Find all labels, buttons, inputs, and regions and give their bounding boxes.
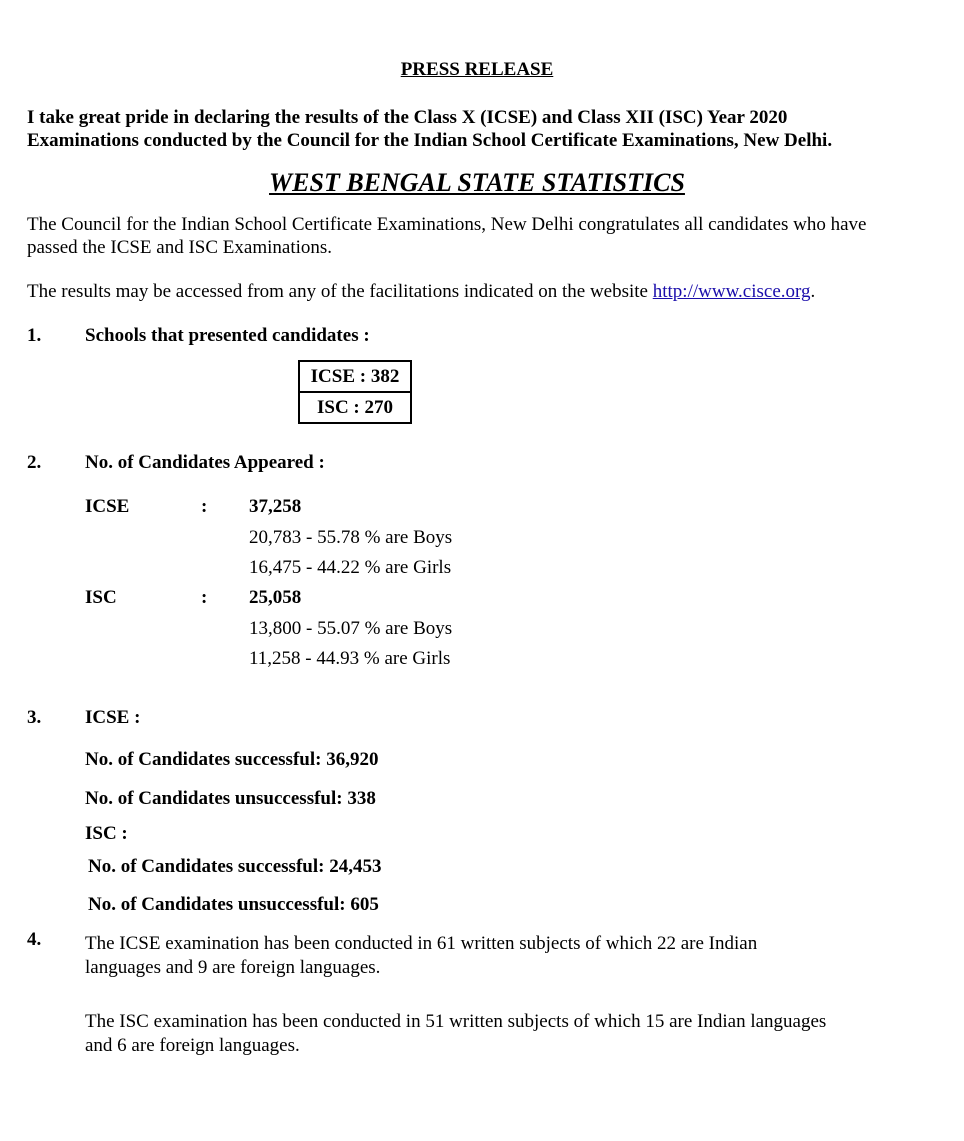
appeared-isc-label: ISC [85,587,117,608]
schools-icse: ICSE : 382 [310,366,400,387]
section-1-number: 1. [27,325,42,346]
section-1-heading: Schools that presented candidates : [85,325,370,346]
section-2-heading: No. of Candidates Appeared : [85,452,325,473]
appeared-icse-label: ICSE [85,496,130,517]
schools-isc: ISC : 270 [300,391,410,422]
intro-line-1: I take great pride in declaring the results of the Class X (ICSE) and Class XII (ISC) Year 2020 [27,107,788,128]
appeared-isc-colon: : [201,587,208,608]
results-text: The results may be accessed from any of the facilitations indicated on the website [27,281,653,302]
isc-unsuccessful: No. of Candidates unsuccessful: 605 [88,894,379,915]
icse-subjects-line-2: languages and 9 are foreign languages. [85,957,381,978]
section-3-icse-heading: ICSE : [85,707,141,728]
section-4-number: 4. [27,929,42,950]
appeared-icse-total: 37,258 [249,496,302,517]
congrats-line-1: The Council for the Indian School Certificate Examinations, New Delhi congratulates all candidates who have [27,214,867,235]
results-end: . [810,281,816,302]
appeared-icse-girls: 16,475 - 44.22 % are Girls [249,557,452,578]
icse-subjects-line-1: The ICSE examination has been conducted in 61 written subjects of which 22 are Indian [85,933,758,954]
section-3-number: 3. [27,707,42,728]
section-3-isc-heading: ISC : [85,823,128,844]
press-release-title: PRESS RELEASE [400,59,554,80]
schools-box [298,360,412,424]
cisce-website-link[interactable]: http://www.cisce.org [652,281,811,302]
appeared-isc-total: 25,058 [249,587,302,608]
section-2-number: 2. [27,452,42,473]
appeared-icse-colon: : [201,496,208,517]
appeared-isc-girls: 11,258 - 44.93 % are Girls [249,648,451,669]
congrats-line-2: passed the ICSE and ISC Examinations. [27,237,333,258]
results-paragraph [27,281,815,303]
appeared-isc-boys: 13,800 - 55.07 % are Boys [249,618,453,639]
isc-successful: No. of Candidates successful: 24,453 [88,856,382,877]
state-statistics-title: WEST BENGAL STATE STATISTICS [269,168,685,197]
isc-subjects-line-2: and 6 are foreign languages. [85,1035,300,1056]
isc-subjects-line-1: The ISC examination has been conducted in 51 written subjects of which 15 are Indian languages [85,1011,827,1032]
intro-line-2: Examinations conducted by the Council for the Indian School Certificate Examinations, New Delhi. [27,130,833,151]
icse-successful: No. of Candidates successful: 36,920 [85,749,379,770]
appeared-icse-boys: 20,783 - 55.78 % are Boys [249,527,453,548]
icse-unsuccessful: No. of Candidates unsuccessful: 338 [85,788,376,809]
